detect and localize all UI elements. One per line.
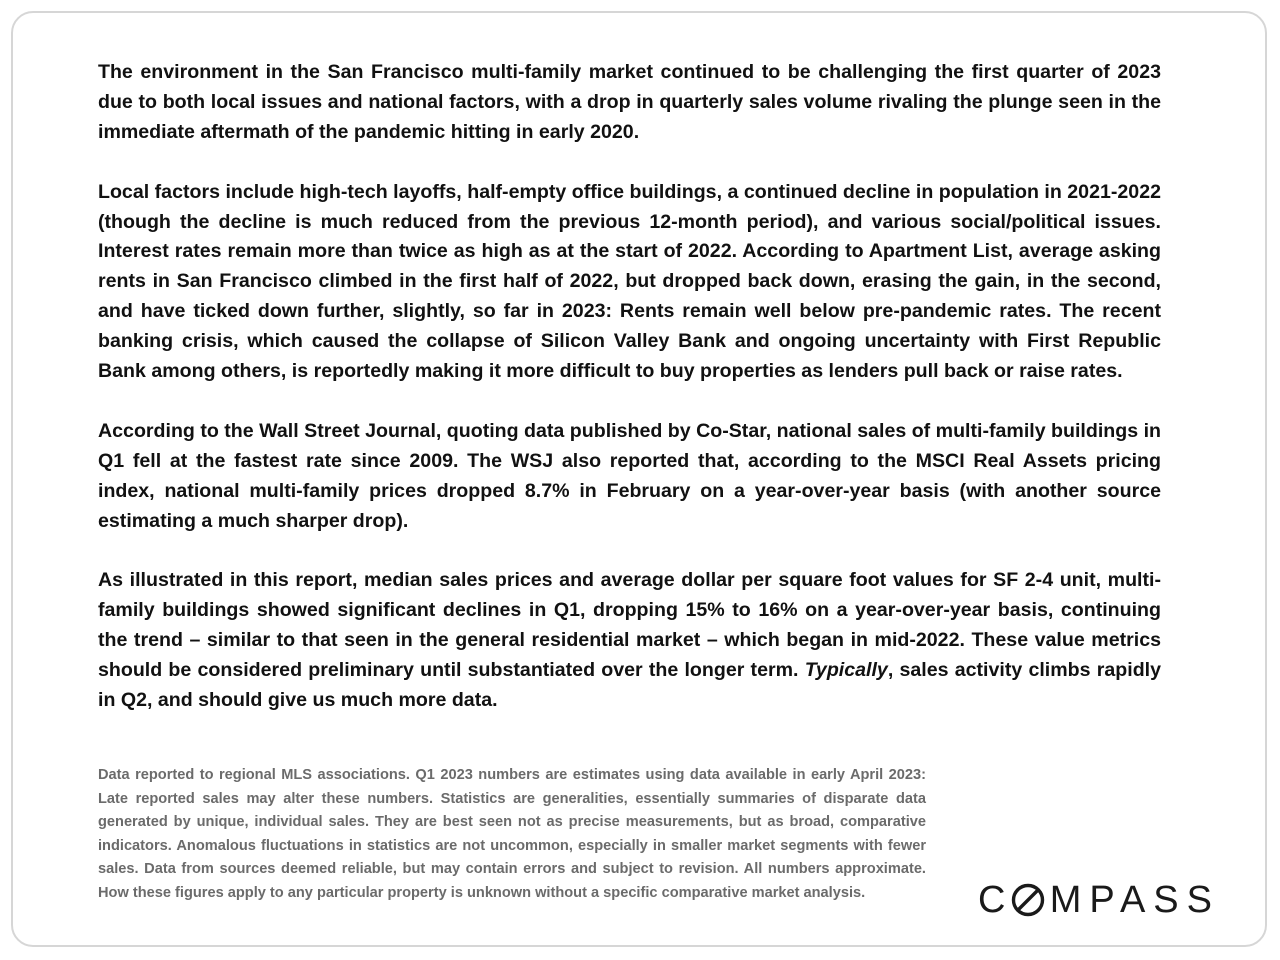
value-metrics-text-end: , sales activity climbs rapidly in Q2, and should give us much more data. bbox=[98, 659, 1162, 711]
disclaimer-note: Data reported to regional MLS associations. Q1 2023 numbers are estimates using data available in early April 2023: Late reported sales may alter these numbers. Statistics are generalities, essentially summaries of disparate data generated by unique, individual sales. They are best seen not as precise measurements, but as broad, comparative indicators. Anomalous fluctuations in statistics are not uncommon, especially in smaller market segments with fewer sales. Data from sources deemed reliable, but may contain errors and subject to revision. All numbers approximate. How these figures apply to any particular property is unknown without a specific comparative market analysis. bbox=[98, 767, 926, 901]
value-metrics-text-start: As illustrated in this report, median sales prices and average dollar per square foot values for SF 2-4 unit, multi-family buildings showed significant declines in Q1, dropping 15% to 16% on a year-over-year basis, continuing the trend – similar to that seen in the general residential market – which began in mid-2022. These value metrics should be considered preliminary until substantiated over the longer term. bbox=[98, 569, 1161, 682]
logo-letter-c: C bbox=[978, 879, 1006, 921]
logo-slashed-o-icon bbox=[1011, 883, 1045, 917]
value-metrics-italic-word: Typically bbox=[804, 659, 888, 682]
compass-logo bbox=[978, 879, 1220, 921]
paragraph-local-factors: Local factors include high-tech layoffs, half-empty office buildings, a continued decline in population in 2021-2022 (though the decline is much reduced from the previous 12-month period), and various social/political issues. Interest rates remain more than twice as high as at the start of 2022. According to Apartment List, average asking rents in San Francisco climbed in the first half of 2022, but dropped back down, erasing the gain, in the second, and have ticked down further, slightly, so far in 2023: Rents remain well below pre-pandemic rates. The recent banking crisis, which caused the collapse of Silicon Valley Bank and ongoing uncertainty with First Republic Bank among others, is reportedly making it more difficult to buy properties as lenders pull back or raise rates. bbox=[98, 180, 1161, 383]
paragraph-value-metrics bbox=[98, 566, 1161, 716]
paragraph-national-sales: According to the Wall Street Journal, quoting data published by Co-Star, national sales of multi-family buildings in Q1 fell at the fastest rate since 2009. The WSJ also reported that, according to the MSCI Real Assets pricing index, national multi-family prices dropped 8.7% in February on a year-over-year basis (with another source estimating a much sharper drop). bbox=[98, 419, 1161, 532]
paragraph-market-environment: The environment in the San Francisco multi-family market continued to be challenging the first quarter of 2023 due to both local issues and national factors, with a drop in quarterly sales volume rivaling the plunge seen in the immediate aftermath of the pandemic hitting in early 2020. bbox=[98, 61, 1161, 143]
commentary-body bbox=[98, 58, 1161, 716]
logo-letters-mpass: MPASS bbox=[1049, 879, 1220, 921]
